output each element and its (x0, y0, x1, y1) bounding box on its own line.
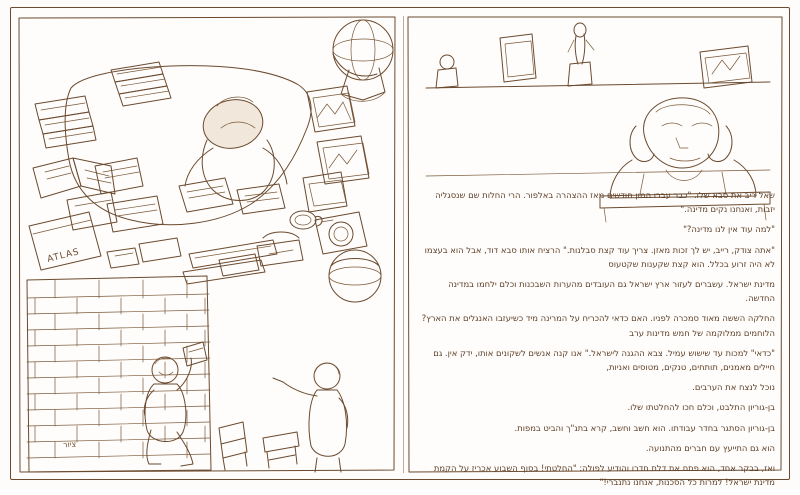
walking-man-figure (144, 342, 207, 466)
left-illustration-page (11, 8, 403, 479)
right-text-page (404, 8, 789, 488)
spread-gutter (403, 16, 404, 473)
body-text-block (419, 188, 775, 495)
man-head-in-hands (610, 98, 756, 198)
artist-signature: ציור (62, 439, 77, 450)
paragraph: בן-גוריון הסתגר בחדר עבודתו. הוא חשב וחשב, קרא בתנ"ך והביט במפות. (514, 422, 775, 433)
paragraph: נוכל לנצח את הערבים. (692, 382, 775, 393)
atlas-book-label: ATLAS (46, 247, 81, 265)
paragraph: ואז, בבקר אחד, הוא פתח את דלת חדרו והודיע לפולה: "החלטתי! בסוף השבוע אכריז על הקמת מדינת ישראל! למרות כל הסכנות, אנחנו נתנברי!" (433, 463, 775, 488)
paragraph: "למה עוד אין לנו מדינה?" (683, 224, 775, 235)
paragraph: "אתה צודק, רייב, יש לך זכות מאזן. צריך עוד קצת סבלנות." הרציח אותו סבא דוד, אבל הוא בעצמו לא היה זרוע בכלל. הוא קצת שקענות שקטעוס (424, 244, 775, 269)
paragraph: "כדאי" למכות עד שישוש עמיל. צבא ההגנה לישראל." אנו קנה אנשים לשקונים אותו, ידק אין. גם חיילים מאמנים, תותחים, טנקים, מטוסים ואניות, (433, 347, 775, 373)
paragraph: מדינת ישראל. עשברים לעזור ארץ ישראל גם העובדים מהערות השבכנות וכלם ילחמו במדינה החדשה. (448, 279, 775, 304)
left-illustration-svg (11, 8, 403, 481)
paragraph: הוא גם התייעץ עם חברים מהתנועה. (645, 442, 775, 453)
paragraph: שאל ריב את סבא שלו. "כבר עברו המון חודשים מאז ההצהרה באלפור. הרי החלות שם שנסגליה יזבות, ואנחנו נקים מדינה." (435, 190, 775, 215)
woman-figure (273, 363, 348, 472)
paragraph: בן-גוריון התלבט, וכלם חכו להחלטתו שלו. (627, 402, 775, 413)
paragraph: החלקה הששה מאוד סמכרה לפניו. האם כדאי להכריח על המרינה מיד כשיעזבו האנגלים את הארץ? הלוחמים ממלוקמה של חמש מדינות ערב (421, 313, 775, 338)
spread-frame (10, 7, 790, 488)
